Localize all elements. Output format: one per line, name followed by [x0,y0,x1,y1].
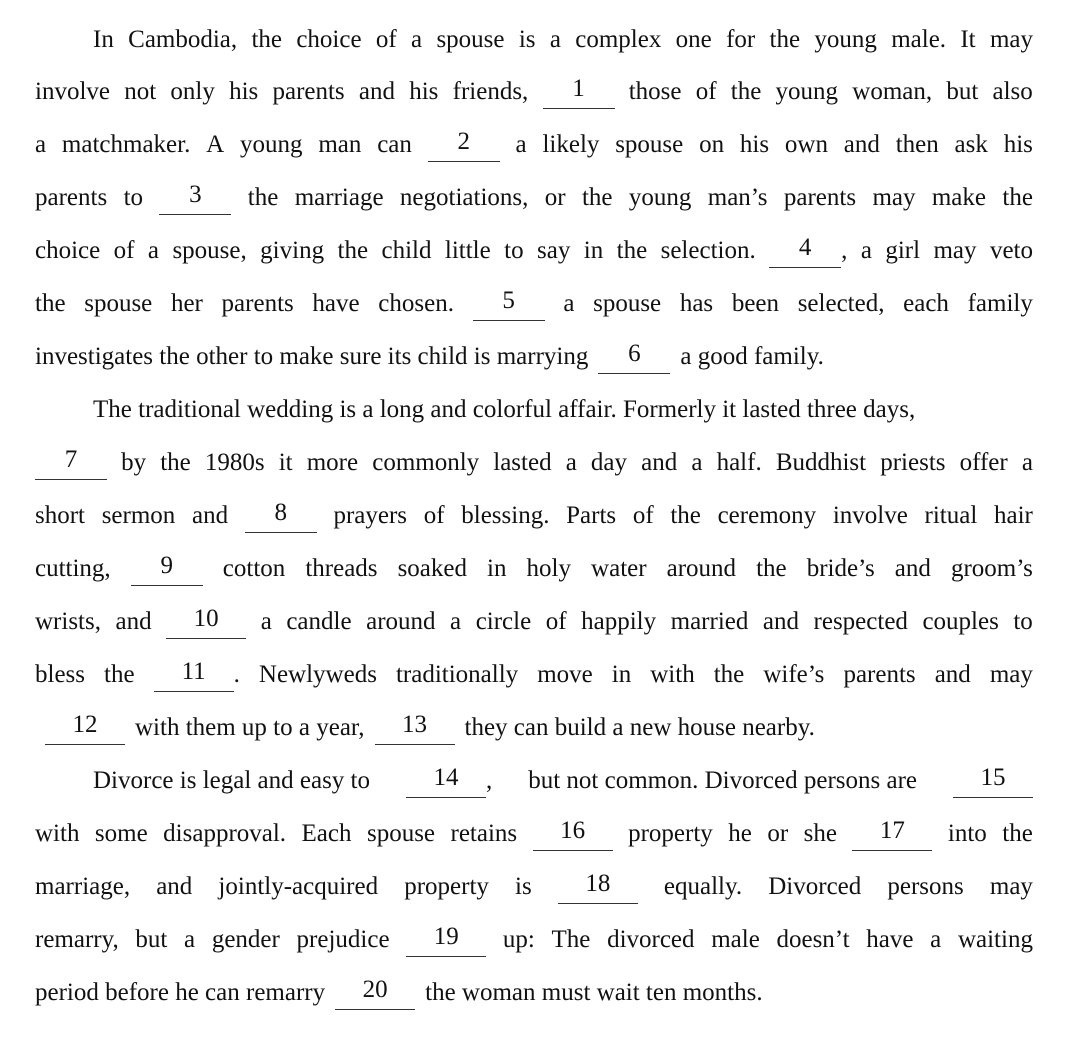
text-token: chosen. [378,290,454,317]
text-token: his [1003,131,1033,158]
text-token: the [251,26,283,53]
text-token: man’s [707,184,768,211]
p3-line-3 [35,867,1033,907]
blank-9[interactable]: 9 [131,549,203,586]
text-token: equally. [663,873,743,900]
text-token: and [934,661,971,688]
text-token: one [675,26,712,53]
text-token: have [866,926,914,953]
blank-10-token [166,602,246,642]
p3-line-2 [35,814,1033,854]
text-token: In [93,26,114,53]
text-token: short [35,502,85,529]
text-token: circle [475,608,532,635]
text-token: threads [305,555,378,582]
text-token: the [35,290,66,317]
text-token: married [670,608,749,635]
text-token: investigates the other to make sure its child is marrying [35,343,589,370]
blank-20[interactable]: 20 [335,973,415,1010]
blank-1[interactable]: 1 [543,72,615,109]
punctuation: , [841,237,848,264]
text-token: sermon [101,502,176,529]
text-token: and [115,608,152,635]
blank-9-token [131,549,203,589]
text-token: groom’s [950,555,1033,582]
text-token: bless [35,661,85,688]
text-token: water [591,555,647,582]
text-token: the [160,449,191,476]
p3-line-5 [35,973,1033,1013]
text-token: complex [575,26,662,53]
text-token: retains [450,820,518,847]
text-token: his [409,78,439,105]
text-token: commonly [372,449,480,476]
text-token: to [123,184,144,211]
text-token: Buddhist [775,449,867,476]
text-token: girl [885,237,921,264]
p1-line-3 [35,125,1033,165]
text-token: his [229,78,259,105]
text-token: parents [221,290,294,317]
text-token: a [35,131,47,158]
text-token: can [377,131,412,158]
text-token: respected [813,608,908,635]
blank-14[interactable]: 14 [406,761,486,798]
text-token: parents [35,184,108,211]
p1-line-1 [93,20,1033,60]
text-token: half. [716,449,762,476]
blank-4-token [769,231,847,271]
p2-line-1 [93,390,1033,430]
text-token: parents [843,661,916,688]
text-token: a good family. [680,343,824,370]
blank-16[interactable]: 16 [533,814,613,851]
text-token: A [206,131,225,158]
text-token: ceremony [717,502,817,529]
blank-6-token [598,337,670,377]
text-token: selected, [797,290,885,317]
text-token: a [691,449,703,476]
p2-line-7 [35,708,1033,748]
text-token: young [240,131,303,158]
text-token: Divorce is legal and easy to [93,767,370,794]
blank-12-token [45,708,125,748]
text-token: may [872,184,916,211]
text-token: and [762,608,799,635]
blank-7-token [35,443,107,483]
text-token: of [423,502,445,529]
text-token: around [366,608,436,635]
text-token: in [487,555,507,582]
p1-line-6 [35,284,1033,324]
text-token: spouse [366,820,436,847]
text-token: The [551,926,591,953]
text-token: man [318,131,362,158]
text-token: and [358,78,395,105]
text-token: his [739,131,770,158]
text-token: traditionally [395,661,519,688]
text-token: or [544,184,566,211]
blank-2-token [428,125,500,165]
text-token: wrists, [35,608,101,635]
text-token: waiting [957,926,1033,953]
text-token: more [306,449,359,476]
text-token: with them up to a year, [135,714,365,741]
blank-19[interactable]: 19 [406,920,486,957]
text-token: likely [542,131,600,158]
text-token: with [650,661,695,688]
text-token: each [903,290,949,317]
text-token: those [628,78,682,105]
blank-3-token [159,178,231,218]
text-token: young [775,78,839,105]
blank-14-token [406,761,492,801]
p1-line-7 [35,337,1033,377]
text-token: in [583,237,604,264]
text-token: to [504,237,524,264]
text-token: then [895,131,939,158]
text-token: in [611,661,632,688]
text-token: The traditional wedding is a long and colorful affair. Formerly it lasted three days, [93,396,916,423]
text-token: bride’s [806,555,875,582]
text-token: make [931,184,986,211]
text-token: the [104,661,135,688]
text-token: and [156,873,193,900]
text-token: Parts [566,502,617,529]
blank-8[interactable]: 8 [245,496,317,533]
text-token: but [946,78,979,105]
text-token: involve [832,502,908,529]
text-token: the [769,26,801,53]
text-token: veto [989,237,1033,264]
p2-line-5 [35,602,1033,642]
text-token: couples [922,608,999,635]
blank-15-token [953,761,1033,801]
text-token: have [312,290,360,317]
text-token: matchmaker. [61,131,191,158]
text-token: may [933,237,977,264]
blank-6[interactable]: 6 [598,337,670,374]
text-token: but [135,926,168,953]
text-token: prejudice [296,926,390,953]
blank-5[interactable]: 5 [473,284,545,321]
blank-20-token [335,973,415,1013]
text-token: the [247,184,279,211]
text-token: Cambodia, [128,26,238,53]
p3-line-1 [93,761,1033,801]
text-token: and [191,502,229,529]
text-token: soaked [397,555,467,582]
text-token: not [124,78,157,105]
p1-line-2 [35,72,1033,112]
blank-12[interactable]: 12 [45,708,125,745]
text-token: a [147,237,160,264]
punctuation: . [233,661,240,688]
text-token: wife’s [763,661,825,688]
text-token: ritual [924,502,978,529]
text-token: own [784,131,828,158]
text-token: friends, [452,78,529,105]
text-token: of [375,26,397,53]
blank-18-token [558,867,638,907]
text-token: young [814,26,877,53]
blank-3[interactable]: 3 [159,178,231,215]
text-token: property [404,873,489,900]
text-token: woman, [852,78,933,105]
text-token: with [35,820,80,847]
text-token: it [278,449,293,476]
blank-11-token [154,655,240,695]
text-token: offer [959,449,1008,476]
text-token: and [894,555,931,582]
text-token: 1980s [204,449,265,476]
text-token: a [930,926,942,953]
text-token: parents [783,184,857,211]
text-token: to [1013,608,1033,635]
text-token: marriage [294,184,384,211]
text-token: around [666,555,737,582]
text-token: a [450,608,462,635]
text-token: Each [301,820,352,847]
text-token: spouse [436,26,505,53]
blank-13-token [375,708,455,748]
text-token: a [184,926,196,953]
text-token: male. [891,26,947,53]
text-token: little [444,237,491,264]
text-token: some [94,820,148,847]
text-token: property [628,820,713,847]
text-token: has [679,290,714,317]
text-token: the [1002,184,1033,211]
p3-line-4 [35,920,1033,960]
text-token: on [699,131,725,158]
text-token: spouse [593,290,662,317]
text-token: they can build a new house nearby. [464,714,815,741]
text-token: persons [887,873,964,900]
text-token: parents [272,78,345,105]
text-token: of [113,237,135,264]
blank-15[interactable]: 15 [953,761,1033,798]
text-token: divorced [607,926,695,953]
blank-10[interactable]: 10 [166,602,246,639]
text-token: child [381,237,432,264]
text-token: doesn’t [776,926,850,953]
text-token: also [992,78,1033,105]
text-token: is [518,26,536,53]
punctuation: , [485,767,493,794]
text-token: may [989,873,1033,900]
text-token: cutting, [35,555,111,582]
text-token: choice [296,26,362,53]
p2-line-6 [35,655,1033,695]
text-token: family [967,290,1033,317]
text-token: spouse [84,290,153,317]
text-token: the [1002,820,1033,847]
blank-7[interactable]: 7 [35,443,107,480]
text-token: and [843,131,880,158]
blank-13[interactable]: 13 [375,708,455,745]
text-token: but not common. Divorced persons are [528,767,918,794]
text-token: the [581,184,613,211]
text-token: her [170,290,203,317]
p1-line-5 [35,231,1033,271]
text-token: spouse, [172,237,247,264]
text-token: she [803,820,837,847]
text-token: day [590,449,628,476]
p1-line-4 [35,178,1033,218]
text-token: a [549,26,561,53]
text-token: negotiations, [399,184,529,211]
text-token: a [1021,449,1033,476]
text-token: male [711,926,760,953]
text-token: blessing. [461,502,550,529]
text-token: the [730,78,762,105]
text-token: a [860,237,872,264]
blank-17[interactable]: 17 [852,814,932,851]
blank-1-token [543,72,615,112]
blank-19-token [406,920,486,960]
text-token: been [731,290,780,317]
p2-line-3 [35,496,1033,536]
text-token: is [515,873,532,900]
text-token: of [695,78,717,105]
text-token: involve [35,78,110,105]
blank-8-token [245,496,317,536]
text-token: into [947,820,987,847]
text-token: choice [35,237,101,264]
blank-2[interactable]: 2 [428,125,500,162]
text-token: remarry, [35,926,119,953]
blank-17-token [852,814,932,854]
blank-11[interactable]: 11 [154,655,234,692]
text-token: happily [581,608,657,635]
text-token: a [260,608,272,635]
text-token: only [170,78,215,105]
text-token: candle [286,608,352,635]
blank-16-token [533,814,613,854]
text-token: the [756,555,787,582]
text-token: say [537,237,571,264]
text-token: marriage, [35,873,131,900]
text-token: may [989,26,1033,53]
text-token: cotton [222,555,286,582]
text-token: selection. [660,237,756,264]
text-token: he [728,820,752,847]
text-token: spouse [615,131,684,158]
text-token: the [670,502,701,529]
text-token: the [337,237,369,264]
blank-5-token [473,284,545,324]
text-token: may [989,661,1033,688]
text-token: holy [526,555,571,582]
text-token: of [632,502,654,529]
text-token: giving [260,237,325,264]
text-token: a [563,290,575,317]
text-token: for [726,26,756,53]
text-token: disapproval. [163,820,287,847]
p2-line-4 [35,549,1033,589]
text-token: Newlyweds [258,661,377,688]
text-token: the woman must wait ten months. [425,979,763,1006]
text-token: or [767,820,789,847]
text-token: a [411,26,423,53]
text-token: up: [502,926,535,953]
text-token: young [628,184,692,211]
p2-line-2 [35,443,1033,483]
text-token: move [537,661,593,688]
text-token: by [121,449,147,476]
blank-18[interactable]: 18 [558,867,638,904]
blank-4[interactable]: 4 [769,231,841,268]
text-token: lasted [493,449,552,476]
text-token: It [960,26,976,53]
text-token: of [545,608,567,635]
text-token: period before he can remarry [35,979,326,1006]
text-token: the [616,237,648,264]
text-token: Divorced [768,873,862,900]
text-token: hair [993,502,1033,529]
text-token: the [713,661,745,688]
text-token: and [641,449,678,476]
text-token: a [515,131,527,158]
text-token: ask [954,131,988,158]
text-token: gender [211,926,280,953]
text-token: priests [880,449,946,476]
text-token: jointly-acquired [218,873,379,900]
text-token: a [565,449,577,476]
text-token: prayers [333,502,408,529]
